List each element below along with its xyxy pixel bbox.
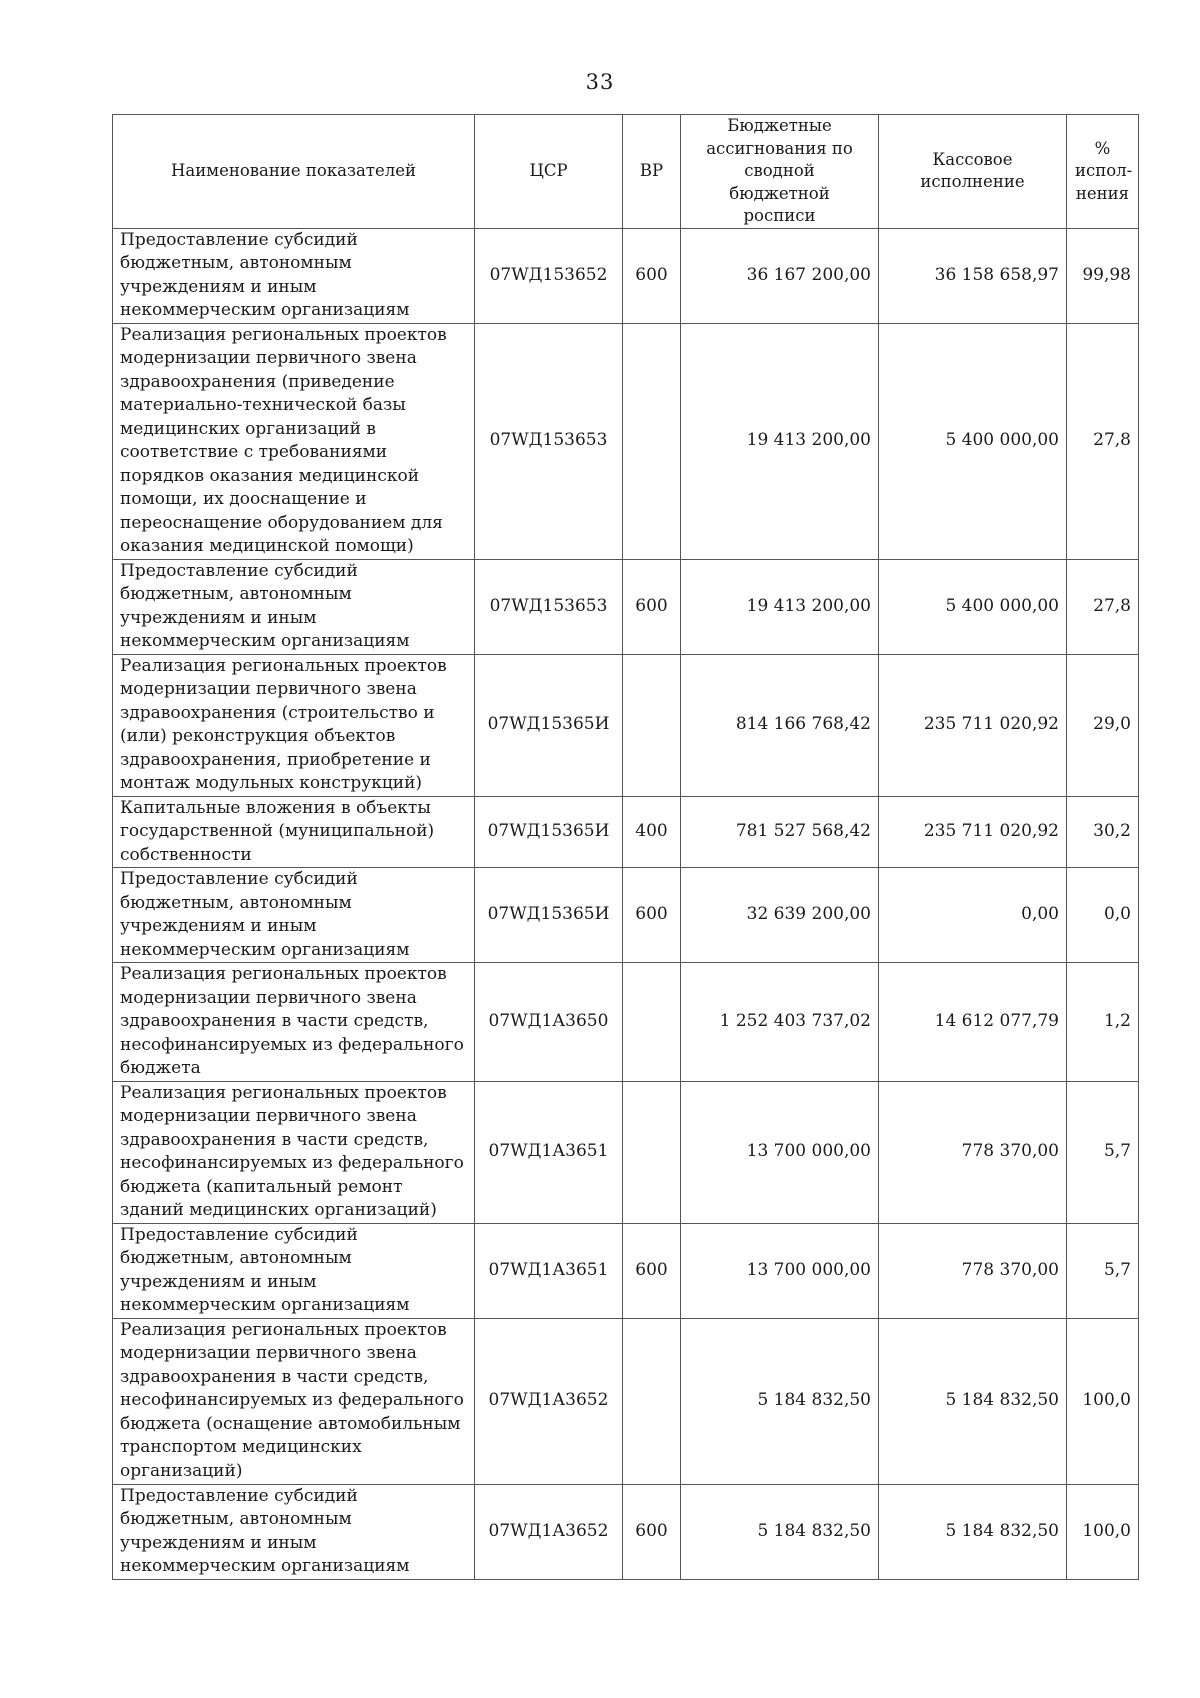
cell-assignments: 814 166 768,42 — [681, 654, 879, 796]
cell-name: Предоставление субсидий бюджетным, автономным учреждениям и иным некоммерческим организациям — [113, 868, 475, 963]
cell-pct: 99,98 — [1067, 228, 1139, 323]
cell-name: Реализация региональных проектов модернизации первичного звена здравоохранения в части средств, несофинансируемых из федерального бюджета (капитальный ремонт зданий медицинских организаций) — [113, 1081, 475, 1223]
cell-csr: 07WД1А3650 — [475, 963, 623, 1082]
cell-csr: 07WД1А3652 — [475, 1318, 623, 1484]
cell-csr: 07WД15365И — [475, 796, 623, 868]
cell-pct: 100,0 — [1067, 1318, 1139, 1484]
cell-cash: 235 711 020,92 — [879, 796, 1067, 868]
table-row — [113, 1484, 1139, 1579]
cell-csr: 07WД1А3651 — [475, 1081, 623, 1223]
cell-cash: 5 400 000,00 — [879, 559, 1067, 654]
cell-name: Капитальные вложения в объекты государственной (муниципальной) собственности — [113, 796, 475, 868]
table-row — [113, 796, 1139, 868]
cell-vr — [623, 654, 681, 796]
cell-cash: 5 184 832,50 — [879, 1484, 1067, 1579]
cell-csr: 07WД15365И — [475, 868, 623, 963]
cell-csr: 07WД153653 — [475, 559, 623, 654]
cell-csr: 07WД1А3651 — [475, 1223, 623, 1318]
cell-cash: 778 370,00 — [879, 1081, 1067, 1223]
cell-vr: 600 — [623, 228, 681, 323]
header-vr: ВР — [623, 115, 681, 229]
cell-vr — [623, 963, 681, 1082]
cell-name: Реализация региональных проектов модернизации первичного звена здравоохранения (строительство и (или) реконструкция объектов здравоохранения, приобретение и монтаж модульных конструкций) — [113, 654, 475, 796]
cell-pct: 30,2 — [1067, 796, 1139, 868]
cell-cash: 235 711 020,92 — [879, 654, 1067, 796]
cell-vr: 400 — [623, 796, 681, 868]
cell-cash: 36 158 658,97 — [879, 228, 1067, 323]
cell-cash: 778 370,00 — [879, 1223, 1067, 1318]
cell-csr: 07WД15365И — [475, 654, 623, 796]
cell-name: Предоставление субсидий бюджетным, автономным учреждениям и иным некоммерческим организациям — [113, 228, 475, 323]
cell-name: Реализация региональных проектов модернизации первичного звена здравоохранения в части средств, несофинансируемых из федерального бюджета (оснащение автомобильным транспортом медицинских организаций) — [113, 1318, 475, 1484]
table-row — [113, 1318, 1139, 1484]
cell-pct: 0,0 — [1067, 868, 1139, 963]
cell-assignments: 781 527 568,42 — [681, 796, 879, 868]
table-row — [113, 559, 1139, 654]
table-row — [113, 323, 1139, 559]
cell-vr: 600 — [623, 1484, 681, 1579]
cell-vr: 600 — [623, 868, 681, 963]
header-csr: ЦСР — [475, 115, 623, 229]
cell-assignments: 1 252 403 737,02 — [681, 963, 879, 1082]
cell-assignments: 13 700 000,00 — [681, 1081, 879, 1223]
table-header-row — [113, 115, 1139, 229]
table-row — [113, 1081, 1139, 1223]
table-row — [113, 228, 1139, 323]
table-row — [113, 1223, 1139, 1318]
cell-pct: 100,0 — [1067, 1484, 1139, 1579]
budget-execution-table — [112, 114, 1139, 1580]
cell-pct: 5,7 — [1067, 1223, 1139, 1318]
cell-csr: 07WД1А3652 — [475, 1484, 623, 1579]
header-name: Наименование показателей — [113, 115, 475, 229]
page-number: 33 — [585, 70, 615, 94]
cell-pct: 27,8 — [1067, 323, 1139, 559]
cell-vr: 600 — [623, 1223, 681, 1318]
cell-name: Предоставление субсидий бюджетным, автономным учреждениям и иным некоммерческим организациям — [113, 559, 475, 654]
table-row — [113, 963, 1139, 1082]
header-cash: Кассовое исполнение — [879, 115, 1067, 229]
cell-assignments: 5 184 832,50 — [681, 1318, 879, 1484]
cell-pct: 1,2 — [1067, 963, 1139, 1082]
cell-name: Предоставление субсидий бюджетным, автономным учреждениям и иным некоммерческим организациям — [113, 1223, 475, 1318]
cell-vr — [623, 1081, 681, 1223]
cell-csr: 07WД153653 — [475, 323, 623, 559]
cell-vr: 600 — [623, 559, 681, 654]
cell-vr — [623, 323, 681, 559]
header-pct: % испол-нения — [1067, 115, 1139, 229]
cell-name: Предоставление субсидий бюджетным, автономным учреждениям и иным некоммерческим организациям — [113, 1484, 475, 1579]
table-row — [113, 654, 1139, 796]
cell-assignments: 36 167 200,00 — [681, 228, 879, 323]
cell-assignments: 13 700 000,00 — [681, 1223, 879, 1318]
cell-pct: 27,8 — [1067, 559, 1139, 654]
cell-pct: 29,0 — [1067, 654, 1139, 796]
cell-name: Реализация региональных проектов модернизации первичного звена здравоохранения в части средств, несофинансируемых из федерального бюджета — [113, 963, 475, 1082]
cell-assignments: 19 413 200,00 — [681, 559, 879, 654]
cell-cash: 5 184 832,50 — [879, 1318, 1067, 1484]
cell-assignments: 5 184 832,50 — [681, 1484, 879, 1579]
cell-vr — [623, 1318, 681, 1484]
cell-name: Реализация региональных проектов модернизации первичного звена здравоохранения (приведение материально-технической базы медицинских организаций в соответствие с требованиями порядков оказания медицинской помощи, их дооснащение и переоснащение оборудованием для оказания медицинской помощи) — [113, 323, 475, 559]
cell-pct: 5,7 — [1067, 1081, 1139, 1223]
cell-cash: 0,00 — [879, 868, 1067, 963]
cell-cash: 14 612 077,79 — [879, 963, 1067, 1082]
table-row — [113, 868, 1139, 963]
cell-assignments: 19 413 200,00 — [681, 323, 879, 559]
cell-csr: 07WД153652 — [475, 228, 623, 323]
header-assignments: Бюджетные ассигнования по сводной бюджетной росписи — [681, 115, 879, 229]
cell-cash: 5 400 000,00 — [879, 323, 1067, 559]
table-body — [113, 228, 1139, 1579]
cell-assignments: 32 639 200,00 — [681, 868, 879, 963]
